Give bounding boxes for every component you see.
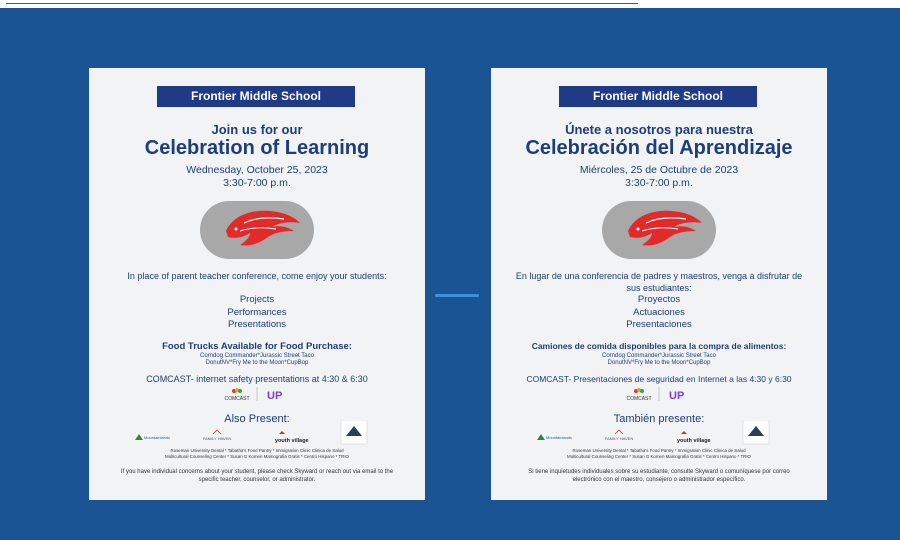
partners-line: Multicultural Counseling Center * Susan G Komen Mamografia Gratis * Centro Hispano * TRIO bbox=[567, 454, 751, 459]
partners-line: Roseman University Dental * Tabatha's Food Pantry * Immigration Clinic Clinica de Salud bbox=[572, 448, 746, 453]
food-heading: Camiones de comida disponibles para la compra de alimentos: bbox=[531, 341, 787, 351]
svg-text:FAMILY HAVEN: FAMILY HAVEN bbox=[202, 436, 232, 441]
event-title: Celebración del Aprendizaje bbox=[525, 137, 793, 159]
activity-item: Performances bbox=[227, 306, 287, 318]
activity-list bbox=[491, 294, 827, 332]
flyer-english bbox=[89, 68, 425, 500]
mascot-horse-icon bbox=[602, 201, 716, 259]
invite-line: Únete a nosotros para nuestra bbox=[565, 122, 753, 137]
comcast-note: COMCAST- Presentaciones de seguridad en Internet a las 4:30 y 6:30 bbox=[526, 374, 792, 384]
svg-text:Mountainlands: Mountainlands bbox=[546, 435, 573, 440]
invite-line: Join us for our bbox=[211, 122, 303, 137]
intro-text: En lugar de una conferencia de padres y maestros, venga a disfrutar de sus estudiantes: bbox=[515, 271, 803, 293]
svg-text:youth village: youth village bbox=[275, 438, 309, 444]
event-time: 3:30-7:00 p.m. bbox=[223, 177, 291, 189]
food-truck-line: Corndog Commander*Jurassic Street Taco bbox=[200, 353, 314, 359]
inspire-logo-icon bbox=[743, 420, 769, 444]
event-time: 3:30-7:00 p.m. bbox=[625, 177, 693, 189]
youth-village-logo-icon bbox=[275, 431, 309, 444]
comcast-peacock-icon bbox=[634, 388, 644, 393]
youth-village-logo-icon bbox=[677, 431, 711, 444]
activity-item: Presentaciones bbox=[626, 319, 692, 330]
up-logo-icon: UP bbox=[669, 390, 685, 402]
school-banner: Frontier Middle School bbox=[559, 86, 757, 107]
also-present-heading: Also Present: bbox=[224, 413, 290, 425]
activity-list bbox=[89, 294, 425, 332]
comcast-logo-text: COMCAST bbox=[224, 396, 250, 402]
concerns-note: If you have individual concerns about your student, please check Skyward or reach out via email to the specific teacher, counselor, or administrator. bbox=[120, 469, 394, 483]
connector-dash bbox=[435, 294, 479, 297]
family-haven-logo-icon bbox=[605, 430, 634, 441]
sponsor-logos bbox=[625, 386, 695, 402]
partner-logos bbox=[127, 420, 387, 446]
inspire-logo-icon bbox=[341, 420, 367, 444]
food-truck-line: DonutNV*Fry Me to the Moon*CupBop bbox=[205, 360, 309, 366]
partner-logos bbox=[529, 420, 789, 446]
mountainlands-logo-icon bbox=[537, 434, 572, 440]
also-present-heading: También presente: bbox=[613, 413, 705, 425]
sponsor-logos bbox=[223, 386, 293, 402]
mascot-horse-icon bbox=[200, 201, 314, 259]
concerns-note: Si tiene inquietudes individuales sobre su estudiante, consulte Skyward o comuníquese por correo electrónico con el maestro, consejero o administrador específico. bbox=[528, 469, 790, 483]
food-truck-line: Corndog Commander*Jurassic Street Taco bbox=[602, 353, 716, 359]
event-date: Wednesday, October 25, 2023 bbox=[186, 164, 328, 176]
activity-item: Projects bbox=[239, 294, 275, 305]
food-heading: Food Trucks Available for Food Purchase: bbox=[162, 341, 352, 352]
top-rule bbox=[6, 3, 638, 4]
flyer-spanish bbox=[491, 68, 827, 500]
food-truck-line: DonutNV*Fry Me to the Moon*CupBop bbox=[607, 360, 711, 366]
activity-item: Actuaciones bbox=[633, 306, 685, 318]
comcast-logo-text: COMCAST bbox=[626, 396, 652, 402]
comcast-peacock-icon bbox=[232, 388, 242, 393]
svg-text:youth village: youth village bbox=[677, 438, 711, 444]
event-title: Celebration of Learning bbox=[144, 137, 370, 159]
comcast-note: COMCAST- internet safety presentations at 4:30 & 6:30 bbox=[146, 374, 368, 384]
svg-text:Mountainlands: Mountainlands bbox=[144, 435, 171, 440]
activity-item: Presentations bbox=[227, 319, 287, 330]
intro-text: In place of parent teacher conference, come enjoy your students: bbox=[127, 271, 387, 281]
top-strip bbox=[0, 0, 900, 8]
school-banner: Frontier Middle School bbox=[157, 86, 355, 107]
partners-line: Multicultural Counseling Center * Susan G Komen Mamografia Gratis * Centro Hispano * TRIO bbox=[165, 454, 349, 459]
up-logo-icon: UP bbox=[267, 390, 283, 402]
mountainlands-logo-icon bbox=[135, 434, 170, 440]
activity-item: Proyectos bbox=[637, 294, 681, 305]
partners-line: Roseman University Dental * Tabatha's Food Pantry * Immigration Clinic Clinica de Salud bbox=[170, 448, 344, 453]
family-haven-logo-icon bbox=[203, 430, 232, 441]
svg-text:FAMILY HAVEN: FAMILY HAVEN bbox=[604, 436, 634, 441]
event-date: Miércoles, 25 de Octubre de 2023 bbox=[579, 164, 739, 176]
